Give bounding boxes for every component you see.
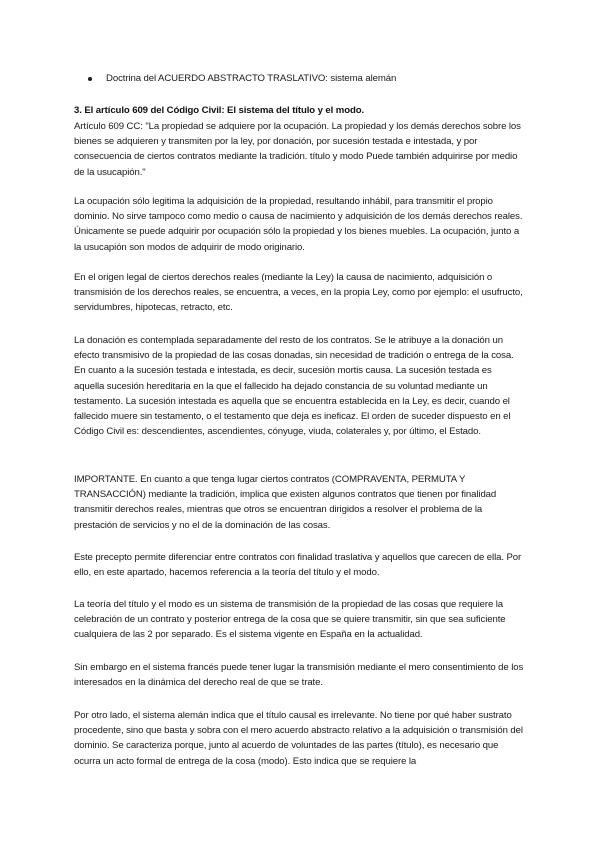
bullet-item — [88, 73, 396, 84]
paragraph-sistema-frances: Sin embargo en el sistema francés puede tener lugar la transmisión mediante el mero consentimiento de los interesados en la dinámica del derecho real de que se trate. — [74, 662, 524, 689]
paragraph-article-609: Artículo 609 CC: "La propiedad se adquiere por la ocupación. La propiedad y los demás derechos sobre los bienes se adquieren y transmiten por la ley, por donación, por sucesión testada e intestada, y por consecuencia de ciertos contratos mediante la tradición. título y modo Puede también adquirirse por medio de la usucapión." — [74, 121, 521, 178]
paragraph-importante: IMPORTANTE. En cuanto a que tenga lugar ciertos contratos (COMPRAVENTA, PERMUTA Y TRANSACCIÓN) mediante la tradición, implica que existen algunos contratos que tienen por finalidad transmitir derechos reales, mientras que otros se encuentran dirigidos a resolver el problema de la prestación de servicios y no el de la dominación de las cosas. — [74, 474, 497, 531]
paragraph-origen-legal: En el origen legal de ciertos derechos reales (mediante la Ley) la causa de nacimiento, adquisición o transmisión de los derechos reales, se encuentra, a veces, en la propia Ley, como por ejemplo: el usufructo, servidumbres, hipotecas, retracto, etc. — [74, 272, 523, 314]
paragraph-teoria-titulo-modo: La teoría del título y el modo es un sistema de transmisión de la propiedad de las cosas que requiere la celebración de un contrato y posterior entrega de la cosa que se quiere transmitir, sin que sea suficiente cualquiera de las 2 por separado. Es el sistema vigente en España en la actualidad. — [74, 599, 506, 641]
paragraph-donacion: La donación es contemplada separadamente del resto de los contratos. Se le atribuye a la donación un efecto transmisivo de la propiedad de las cosas donadas, sin necesidad de tradición o entrega de la cosa. En cuanto a la sucesión testada e intestada, es decir, sucesión mortis causa. La sucesión testada es aquella sucesión hereditaria en la que el fallecido ha dejado constancia de su voluntad mediante un testamento. La sucesión intestada es aquella que se encuentra establecida en la Ley, es decir, cuando el fallecido muere sin testamento, o el testamento que deja es ineficaz. El orden de suceder dispuesto en el Código Civil es: descendientes, ascendientes, cónyuge, viuda, colaterales y, por último, el Estado. — [74, 335, 514, 438]
bullet-text: Doctrina del ACUERDO ABSTRACTO TRASLATIVO: sistema alemán — [106, 73, 397, 84]
paragraph-ocupacion: La ocupación sólo legitima la adquisición de la propiedad, resultando inhábil, para transmitir el propio dominio. No sirve tampoco como medio o causa de nacimiento y adquisición de los demás derechos reales. Únicamente se puede adquirir por ocupación sólo la propiedad y los bienes muebles. La ocupación, junto a la usucapión son modos de adquirir de modo originario. — [74, 196, 523, 253]
paragraph-precepto: Este precepto permite diferenciar entre contratos con finalidad traslativa y aquellos que carecen de ella. Por ello, en este apartado, hacemos referencia a la teoría del título y el modo. — [74, 552, 522, 579]
bullet-icon — [88, 77, 92, 81]
paragraph-sistema-aleman: Por otro lado, el sistema alemán indica que el título causal es irrelevante. No tiene por qué haber sustrato procedente, sino que basta y sobra con el mero acuerdo abstracto relativo a la adquisición o transmisión del dominio. Se caracteriza porque, junto al acuerdo de voluntades de las partes (título), es necesario que ocurra un acto formal de entrega de la cosa (modo). Esto indica que se requiere la — [74, 710, 523, 767]
section-heading: 3. El artículo 609 del Código Civil: El sistema del título y el modo. — [74, 105, 365, 116]
